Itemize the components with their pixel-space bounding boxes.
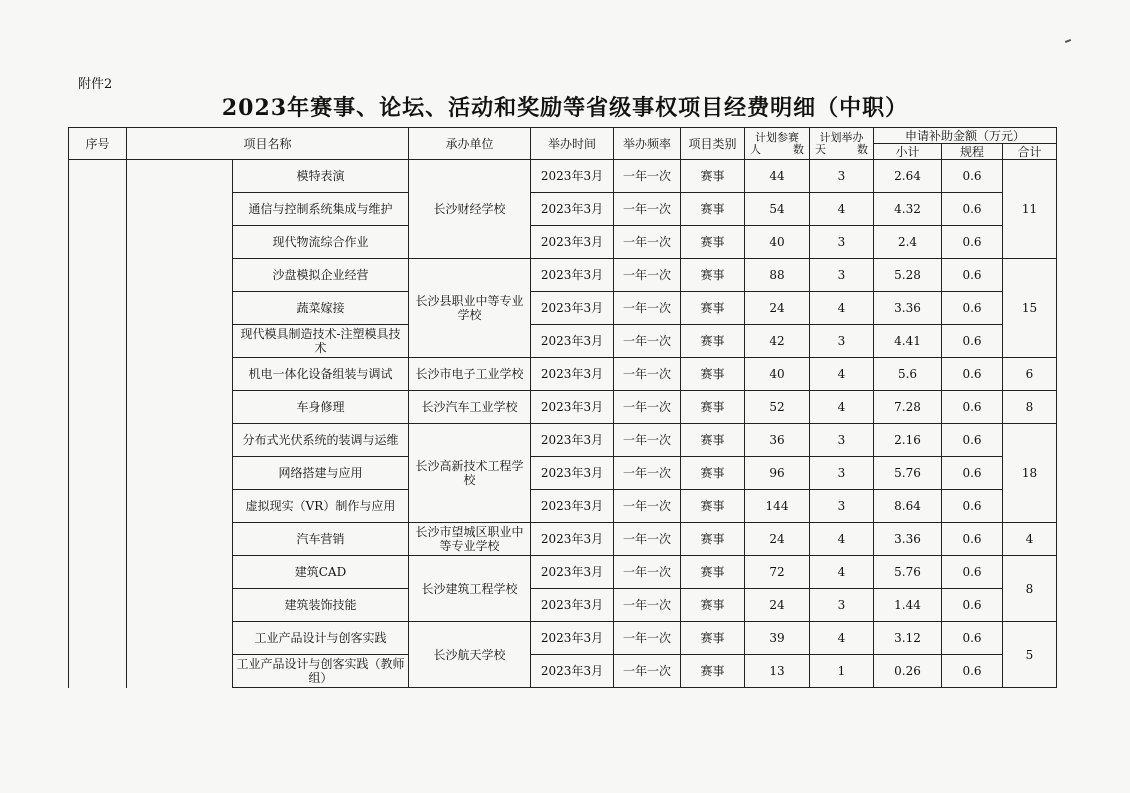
rules: 0.6 [942,325,1003,358]
participants: 88 [745,259,810,292]
time: 2023年3月 [531,457,614,490]
frequency: 一年一次 [614,556,681,589]
project-name: 沙盘模拟企业经营 [233,259,409,292]
total: 15 [1003,259,1057,358]
frequency: 一年一次 [614,622,681,655]
project-name: 网络搭建与应用 [233,457,409,490]
days: 3 [810,325,874,358]
project-name: 建筑CAD [233,556,409,589]
header-rules: 规程 [942,144,1003,160]
time: 2023年3月 [531,391,614,424]
participants: 44 [745,160,810,193]
participants: 40 [745,226,810,259]
project-name: 虚拟现实（VR）制作与应用 [233,490,409,523]
time: 2023年3月 [531,259,614,292]
project-name: 建筑装饰技能 [233,589,409,622]
subtotal: 4.32 [874,193,942,226]
time: 2023年3月 [531,424,614,457]
days: 4 [810,523,874,556]
participants: 54 [745,193,810,226]
header-days [810,128,874,160]
seq-cell [69,160,127,688]
participants: 96 [745,457,810,490]
frequency: 一年一次 [614,325,681,358]
type: 赛事 [681,457,745,490]
type: 赛事 [681,589,745,622]
participants: 36 [745,424,810,457]
header-participants-shu: 数 [793,142,804,156]
header-days-shu: 数 [857,142,868,156]
header-participants-line1: 计划参赛 [755,130,799,144]
type: 赛事 [681,325,745,358]
rules: 0.6 [942,523,1003,556]
header-organizer: 承办单位 [409,128,531,160]
header-subtotal: 小计 [874,144,942,160]
header-participants [745,128,810,160]
frequency: 一年一次 [614,259,681,292]
days: 4 [810,193,874,226]
total: 11 [1003,160,1057,259]
type: 赛事 [681,358,745,391]
total: 6 [1003,358,1057,391]
organizer: 长沙市望城区职业中等专业学校 [409,523,531,556]
project-name: 模特表演 [233,160,409,193]
days: 3 [810,160,874,193]
project-name: 现代物流综合作业 [233,226,409,259]
time: 2023年3月 [531,490,614,523]
days: 1 [810,655,874,688]
subtotal: 5.76 [874,556,942,589]
time: 2023年3月 [531,226,614,259]
frequency: 一年一次 [614,160,681,193]
rules: 0.6 [942,622,1003,655]
organizer: 长沙市电子工业学校 [409,358,531,391]
subtotal: 0.26 [874,655,942,688]
subtotal: 3.36 [874,292,942,325]
table-row [69,160,1057,193]
time: 2023年3月 [531,523,614,556]
time: 2023年3月 [531,325,614,358]
organizer: 长沙高新技术工程学校 [409,424,531,523]
type: 赛事 [681,556,745,589]
type: 赛事 [681,193,745,226]
project-name: 机电一体化设备组装与调试 [233,358,409,391]
subtotal: 3.36 [874,523,942,556]
organizer: 长沙财经学校 [409,160,531,259]
frequency: 一年一次 [614,193,681,226]
time: 2023年3月 [531,655,614,688]
type: 赛事 [681,655,745,688]
type: 赛事 [681,292,745,325]
header-seq: 序号 [69,128,127,160]
frequency: 一年一次 [614,490,681,523]
frequency: 一年一次 [614,292,681,325]
rules: 0.6 [942,259,1003,292]
time: 2023年3月 [531,358,614,391]
rules: 0.6 [942,292,1003,325]
header-days-tian: 天 [815,142,826,156]
subtotal: 5.28 [874,259,942,292]
days: 4 [810,391,874,424]
header-category: 项目类别 [681,128,745,160]
frequency: 一年一次 [614,457,681,490]
total: 4 [1003,523,1057,556]
time: 2023年3月 [531,622,614,655]
days: 3 [810,424,874,457]
type: 赛事 [681,259,745,292]
type: 赛事 [681,391,745,424]
project-name: 通信与控制系统集成与维护 [233,193,409,226]
subtotal: 7.28 [874,391,942,424]
project-name: 车身修理 [233,391,409,424]
total: 8 [1003,391,1057,424]
rules: 0.6 [942,358,1003,391]
header-subsidy: 申请补助金额（万元） [874,128,1057,144]
time: 2023年3月 [531,193,614,226]
header-time: 举办时间 [531,128,614,160]
attachment-label: 附件2 [78,77,113,92]
participants: 13 [745,655,810,688]
subtotal: 2.64 [874,160,942,193]
rules: 0.6 [942,589,1003,622]
total: 18 [1003,424,1057,523]
frequency: 一年一次 [614,424,681,457]
subtotal: 3.12 [874,622,942,655]
subtotal: 5.6 [874,358,942,391]
subtotal: 1.44 [874,589,942,622]
type: 赛事 [681,226,745,259]
time: 2023年3月 [531,556,614,589]
budget-table-wrapper [68,127,1057,688]
participants: 42 [745,325,810,358]
frequency: 一年一次 [614,391,681,424]
project-name: 汽车营销 [233,523,409,556]
days: 4 [810,292,874,325]
rules: 0.6 [942,391,1003,424]
header-days-line1: 计划举办 [819,130,864,144]
days: 4 [810,622,874,655]
participants: 52 [745,391,810,424]
header-participants-ren: 人 [750,142,761,156]
participants: 144 [745,490,810,523]
header-total: 合计 [1003,144,1057,160]
header-project-name: 项目名称 [127,128,409,160]
participants: 72 [745,556,810,589]
header-frequency: 举办频率 [614,128,681,160]
participants: 39 [745,622,810,655]
participants: 24 [745,523,810,556]
subtotal: 5.76 [874,457,942,490]
type: 赛事 [681,523,745,556]
subtotal: 2.16 [874,424,942,457]
subtotal: 8.64 [874,490,942,523]
frequency: 一年一次 [614,358,681,391]
project-name: 蔬菜嫁接 [233,292,409,325]
type: 赛事 [681,622,745,655]
participants: 24 [745,589,810,622]
time: 2023年3月 [531,589,614,622]
rules: 0.6 [942,490,1003,523]
total: 8 [1003,556,1057,622]
days: 3 [810,259,874,292]
project-name: 工业产品设计与创客实践（教师组） [233,655,409,688]
project-name: 现代模具制造技术-注塑模具技术 [233,325,409,358]
days: 3 [810,226,874,259]
frequency: 一年一次 [614,655,681,688]
organizer: 长沙县职业中等专业学校 [409,259,531,358]
page-title: 2023年赛事、论坛、活动和奖励等省级事权项目经费明细（中职） [221,95,909,121]
type: 赛事 [681,490,745,523]
days: 3 [810,589,874,622]
rules: 0.6 [942,457,1003,490]
total: 5 [1003,622,1057,688]
days: 3 [810,457,874,490]
frequency: 一年一次 [614,589,681,622]
organizer: 长沙汽车工业学校 [409,391,531,424]
participants: 40 [745,358,810,391]
organizer: 长沙航天学校 [409,622,531,688]
rules: 0.6 [942,226,1003,259]
time: 2023年3月 [531,160,614,193]
rules: 0.6 [942,556,1003,589]
project-name: 分布式光伏系统的装调与运维 [233,424,409,457]
rules: 0.6 [942,193,1003,226]
organizer: 长沙建筑工程学校 [409,556,531,622]
frequency: 一年一次 [614,523,681,556]
scan-speck [1065,39,1071,43]
subtotal: 2.4 [874,226,942,259]
days: 3 [810,490,874,523]
budget-table [68,127,1057,688]
category-cell [127,160,233,688]
type: 赛事 [681,424,745,457]
project-name: 工业产品设计与创客实践 [233,622,409,655]
frequency: 一年一次 [614,226,681,259]
rules: 0.6 [942,160,1003,193]
rules: 0.6 [942,655,1003,688]
subtotal: 4.41 [874,325,942,358]
days: 4 [810,556,874,589]
days: 4 [810,358,874,391]
time: 2023年3月 [531,292,614,325]
participants: 24 [745,292,810,325]
rules: 0.6 [942,424,1003,457]
type: 赛事 [681,160,745,193]
